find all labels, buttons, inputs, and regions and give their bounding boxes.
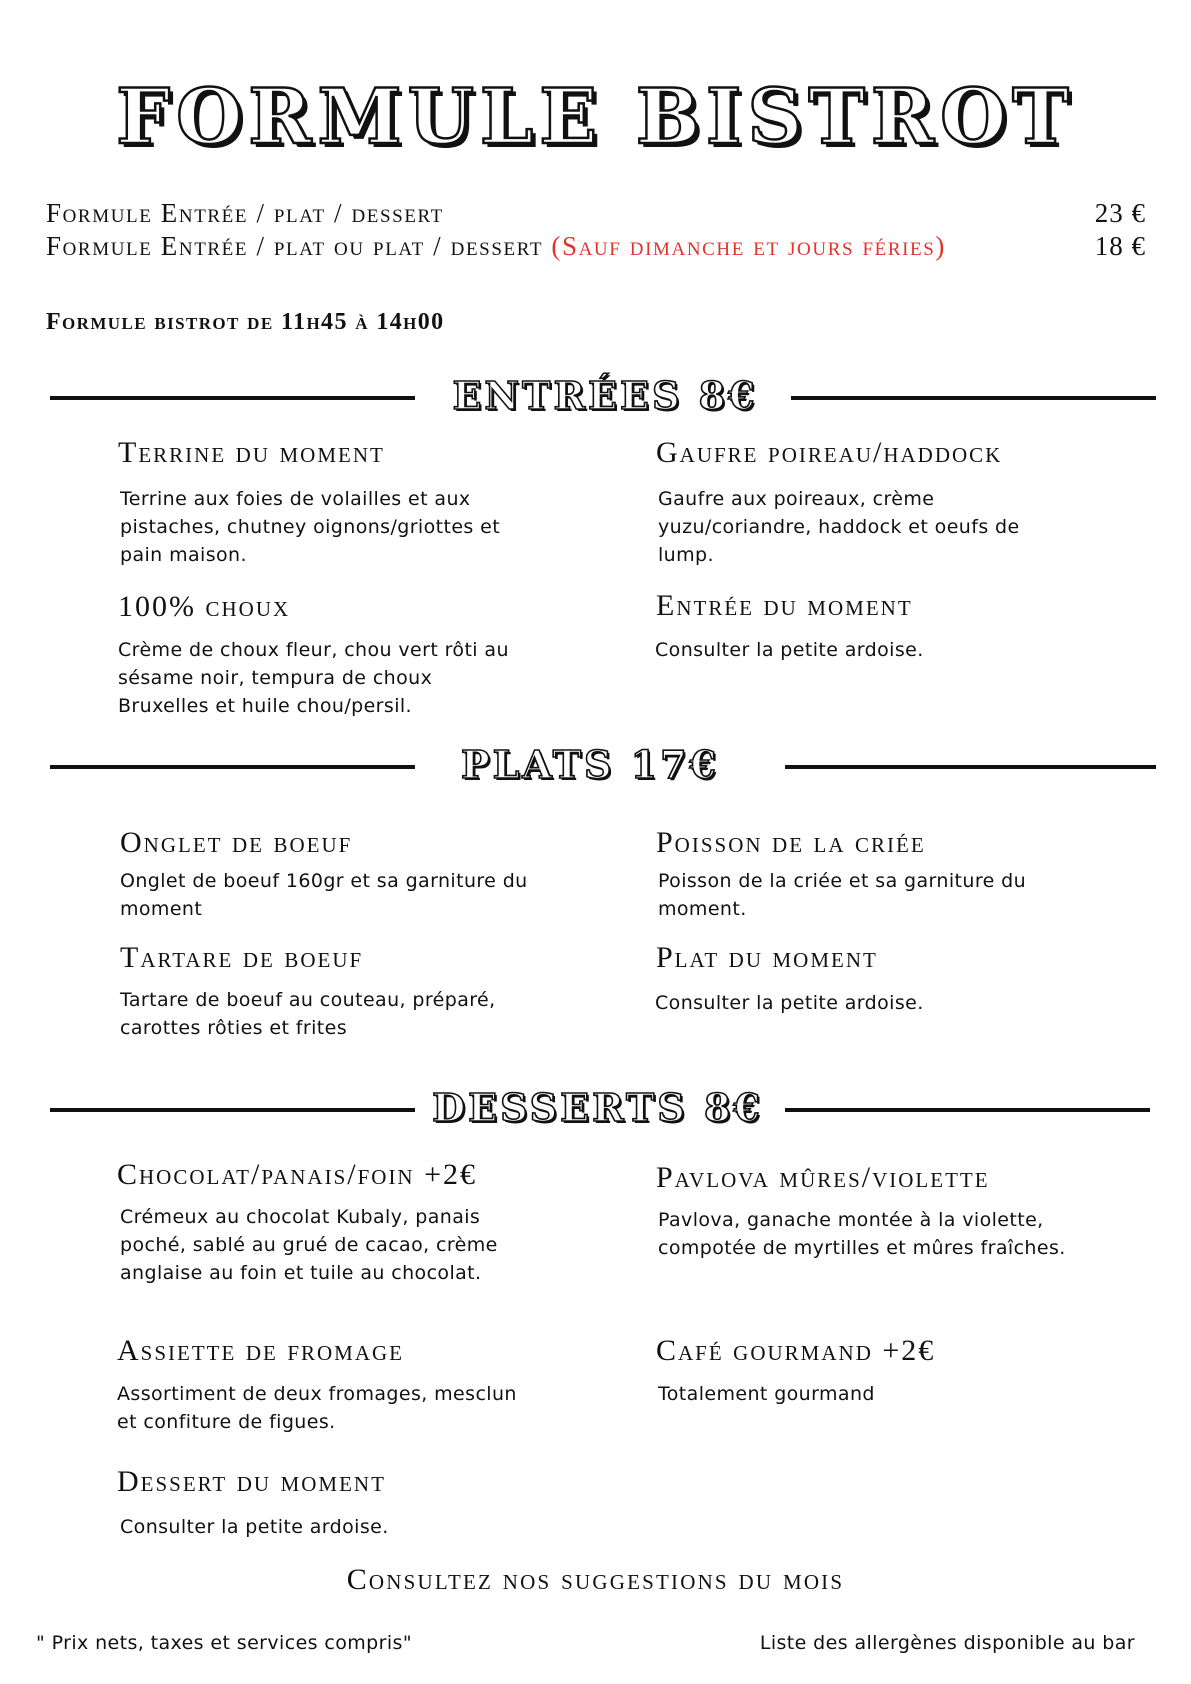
suggestions-note: Consultez nos suggestions du mois [346,1563,845,1596]
section-header-entrees [0,373,1191,423]
dish-description: Terrine aux foies de volailles et aux pistaches, chutney oignons/griottes et pain maison. [120,488,501,566]
dish-name: Onglet de boeuf [120,826,353,859]
footer-prices-note: " Prix nets, taxes et services compris" [36,1632,412,1654]
section-header-plats [0,742,1191,792]
formule-label: Formule Entrée / plat ou plat / dessert [46,231,544,261]
divider-line [50,396,415,400]
formule-price: 23 € [1094,198,1146,228]
dish-description: Pavlova, ganache montée à la violette, compotée de myrtilles et mûres fraîches. [658,1209,1066,1259]
divider-line [785,1108,1150,1112]
dish-name: 100% choux [118,590,291,623]
dish-name: Tartare de boeuf [120,941,364,974]
section-title: ENTRÉES 8€ [452,373,758,418]
dish-name: Assiette de fromage [117,1334,405,1367]
divider-line [50,765,415,769]
dish-description: Crémeux au chocolat Kubaly, panais poché, sablé au grué de cacao, crème anglaise au foin et tuile au chocolat. [120,1206,498,1284]
formule-row-short [46,231,1146,261]
dish-name: Entrée du moment [656,589,913,622]
formule-row-full [46,198,1146,228]
dish-description: Assortiment de deux fromages, mesclun et confiture de figues. [117,1383,517,1433]
divider-line [50,1108,415,1112]
formule-note: (Sauf dimanche et jours féries) [551,231,947,261]
dish-description: Totalement gourmand [658,1383,875,1405]
dish-name: Chocolat/panais/foin +2€ [117,1158,478,1191]
dish-description: Crème de choux fleur, chou vert rôti au sésame noir, tempura de choux Bruxelles et huile chou/persil. [118,639,509,717]
dish-name: Poisson de la criée [656,826,926,859]
dish-description: Consulter la petite ardoise. [655,992,924,1014]
dish-name: Plat du moment [656,941,878,974]
dish-name: Terrine du moment [118,436,385,469]
dish-name: Café gourmand +2€ [656,1334,936,1367]
formule-price: 18 € [1094,231,1146,261]
section-title: PLATS 17€ [461,742,719,787]
dish-description: Consulter la petite ardoise. [120,1516,389,1538]
page-title: FORMULE BISTROT [116,72,1075,161]
dish-description: Poisson de la criée et sa garniture du moment. [658,870,1027,920]
dish-description: Tartare de boeuf au couteau, préparé, carottes rôties et frites [120,989,496,1039]
dish-name: Dessert du moment [117,1465,386,1498]
dish-description: Gaufre aux poireaux, crème yuzu/coriandre, haddock et oeufs de lump. [658,488,1020,566]
formule-label: Formule Entrée / plat / dessert [46,198,444,228]
service-hours: Formule bistrot de 11h45 à 14h00 [46,309,445,335]
divider-line [785,765,1156,769]
dish-name: Gaufre poireau/haddock [656,436,1003,469]
divider-line [791,396,1156,400]
section-header-desserts [0,1085,1191,1135]
footer-allergens-note: Liste des allergènes disponible au bar [759,1632,1135,1654]
dish-name: Pavlova mûres/violette [656,1161,990,1194]
dish-description: Onglet de boeuf 160gr et sa garniture du moment [120,870,528,920]
section-title: DESSERTS 8€ [432,1085,763,1130]
dish-description: Consulter la petite ardoise. [655,639,924,661]
